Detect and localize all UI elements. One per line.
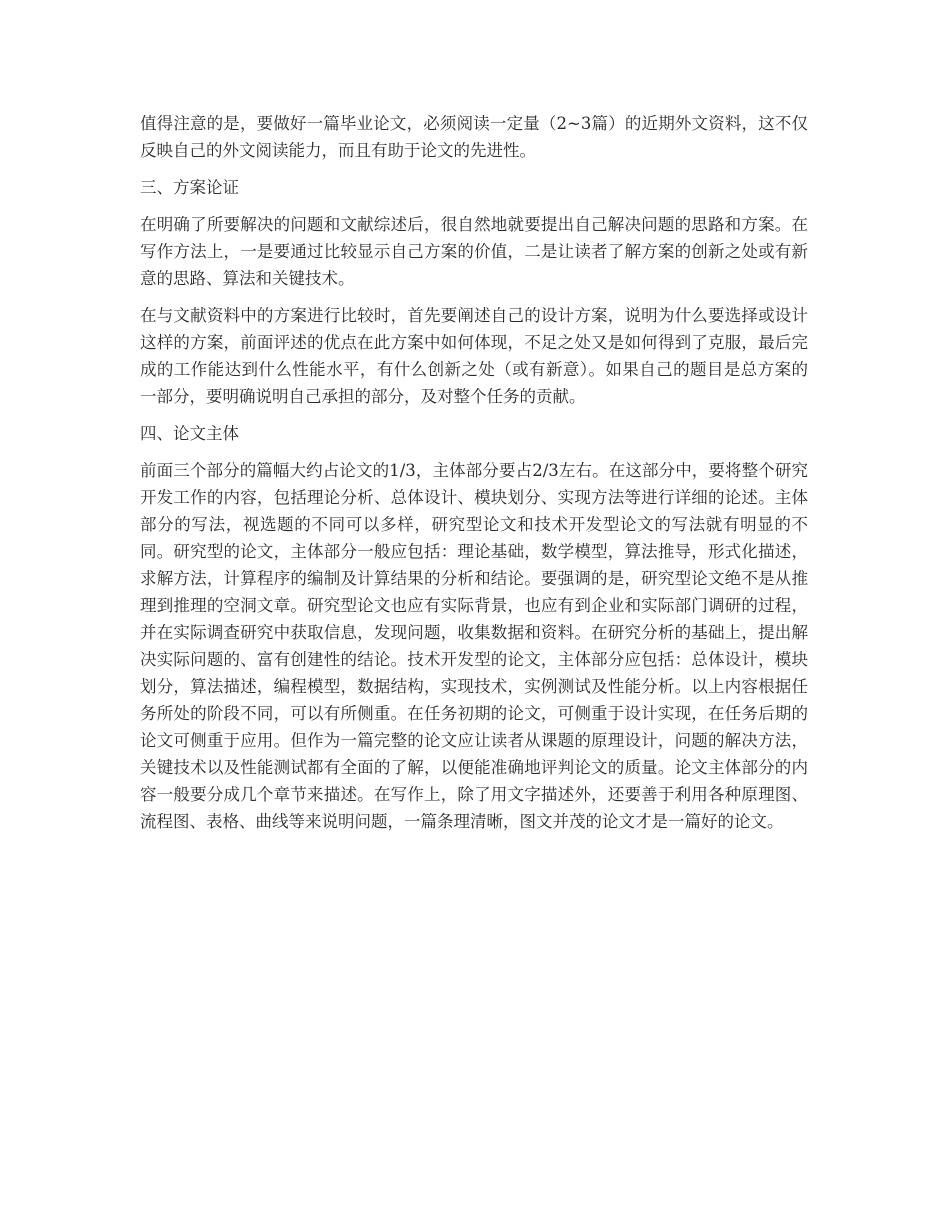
section-heading-scheme-argument: 三、方案论证 [140, 178, 239, 197]
section-heading-thesis-body: 四、论文主体 [140, 424, 239, 443]
paragraph-foreign-literature: 值得注意的是，要做好一篇毕业论文，必须阅读一定量（2~3篇）的近期外文资料，这不仅反映自己的外文阅读能力，而且有助于论文的先进性。 [140, 114, 808, 160]
paragraph-scheme-comparison: 在与文献资料中的方案进行比较时，首先要阐述自己的设计方案，说明为什么要选择或设计这样的方案，前面评述的优点在此方案中如何体现，不足之处又是如何得到了克服，最后完成的工作能达到什么性能水平，有什么创新之处（或有新意）。如果自己的题目是总方案的一部分，要明确说明自己承担的部分，及对整个任务的贡献。 [140, 306, 808, 406]
document-page [140, 110, 808, 845]
paragraph-scheme-intro: 在明确了所要解决的问题和文献综述后，很自然地就要提出自己解决问题的思路和方案。在写作方法上，一是要通过比较显示自己方案的价值，二是让读者了解方案的创新之处或有新意的思路、算法和关键技术。 [140, 215, 808, 288]
paragraph-thesis-body: 前面三个部分的篇幅大约占论文的1/3，主体部分要占2/3左右。在这部分中，要将整个研究开发工作的内容，包括理论分析、总体设计、模块划分、实现方法等进行详细的论述。主体部分的写法，视选题的不同可以多样，研究型论文和技术开发型论文的写法就有明显的不同。研究型的论文，主体部分一般应包括：理论基础，数学模型，算法推导，形式化描述，求解方法，计算程序的编制及计算结果的分析和结论。要强调的是，研究型论文绝不是从推理到推理的空洞文章。研究型论文也应有实际背景，也应有到企业和实际部门调研的过程，并在实际调查研究中获取信息，发现问题，收集数据和资料。在研究分析的基础上，提出解决实际问题的、富有创建性的结论。技术开发型的论文，主体部分应包括：总体设计，模块划分，算法描述，编程模型，数据结构，实现技术，实例测试及性能分析。以上内容根据任务所处的阶段不同，可以有所侧重。在任务初期的论文，可侧重于设计实现，在任务后期的论文可侧重于应用。但作为一篇完整的论文应让读者从课题的原理设计，问题的解决方法，关键技术以及性能测试都有全面的了解，以便能准确地评判论文的质量。论文主体部分的内容一般要分成几个章节来描述。在写作上，除了用文字描述外，还要善于利用各种原理图、流程图、表格、曲线等来说明问题，一篇条理清晰，图文并茂的论文才是一篇好的论文。 [140, 461, 808, 831]
